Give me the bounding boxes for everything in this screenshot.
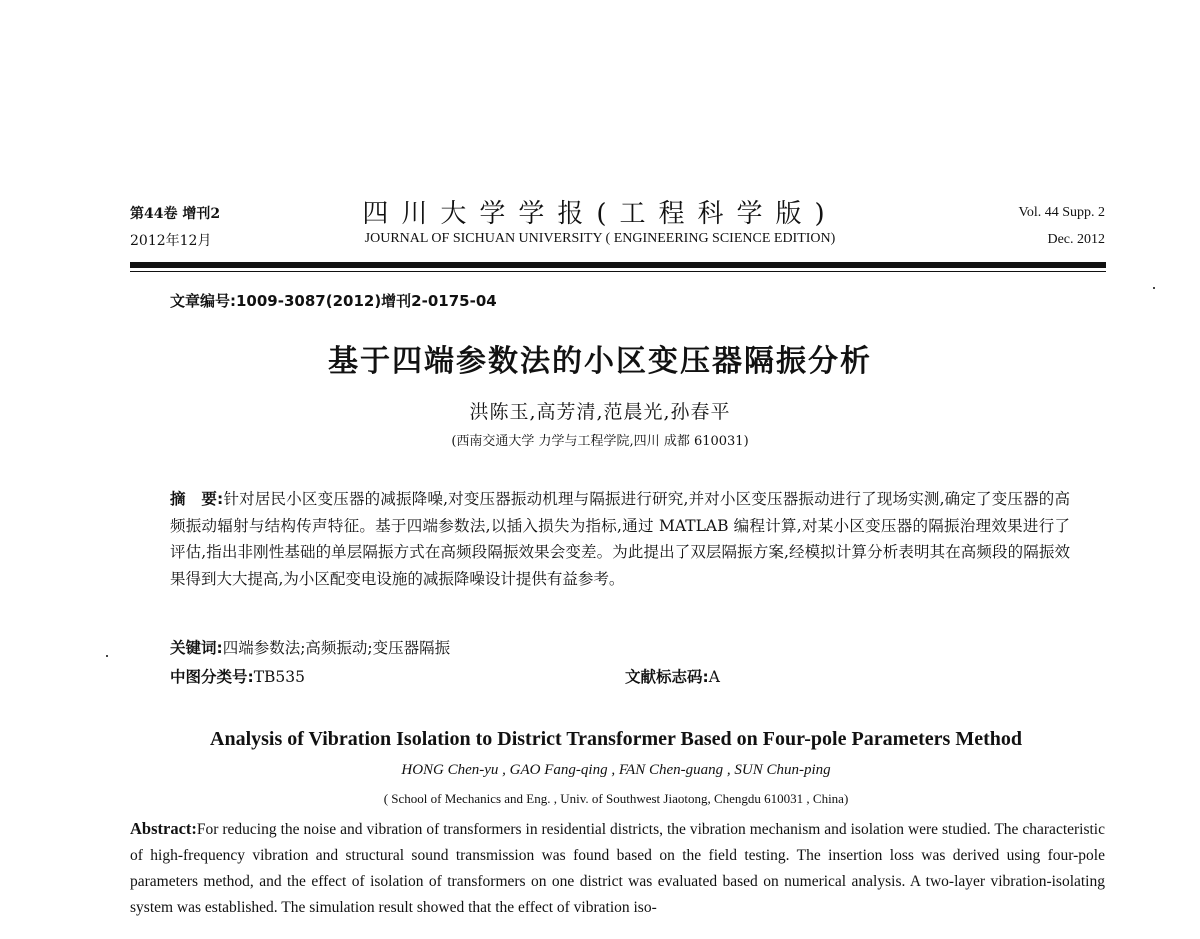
scan-speck [1153,287,1155,289]
keywords-cn-text: 四端参数法;高频振动;变压器隔振 [222,639,451,657]
keywords-cn [170,636,450,658]
header-rule-thick [130,262,1106,268]
authors-en: HONG Chen-yu , GAO Fang-qing , FAN Chen-guang , SUN Chun-ping [401,762,831,778]
abstract-en-label: Abstract: [130,819,197,838]
classification-text: TB535 [253,668,306,686]
header-date-en: Dec. 2012 [1047,232,1105,247]
abstract-en-text: For reducing the noise and vibration of transformers in residential districts, the vibration mechanism and isolation were studied. The characteristic of high-frequency vibration and structural sound transmission was found based on the field testing. The insertion loss was derived using four-pole parameters method, and the effect of isolation of transformers on one district was evaluated based on numerical analysis. A two-layer vibration-isolating system was established. The simulation result showed that the effect of vibration iso- [130,821,1105,916]
classification-label: 中图分类号: [170,668,254,686]
affiliation-cn: (西南交通大学 力学与工程学院,四川 成都 610031) [451,434,749,449]
abstract-cn-text: 针对居民小区变压器的减振降噪,对变压器振动机理与隔振进行研究,并对小区变压器振动进行了现场实测,确定了变压器的高频振动辐射与结构传声特征。基于四端参数法,以插入损失为指标,通过 MATLAB 编程计算,对某小区变压器的隔振治理效果进行了评估,指出非刚性基础的单层隔振方式在高频段隔振效果会变差。为此提出了双层隔振方案,经模拟计算分析表明其在高频段的隔振效果得到大大提高,为小区配变电设施的减振降噪设计提供有益参考。 [170,490,1070,588]
abstract-cn [170,486,1070,592]
header-rule-thin [130,271,1106,272]
article-id: 文章编号:1009-3087(2012)增刊2-0175-04 [170,292,497,310]
paper-title-cn: 基于四端参数法的小区变压器隔振分析 [328,344,872,379]
header-volume-en: Vol. 44 Supp. 2 [1018,205,1105,220]
abstract-cn-label: 摘 要: [170,490,224,508]
journal-title-cn: 四川大学学报(工程科学版) [362,199,838,229]
header-date-cn: 2012年12月 [130,233,212,249]
header-volume-cn: 第44卷 增刊2 [130,206,221,222]
journal-title-en: JOURNAL OF SICHUAN UNIVERSITY ( ENGINEERING SCIENCE EDITION) [364,231,836,246]
document-code-text: A [708,668,720,686]
document-code-label: 文献标志码: [625,668,709,686]
authors-cn: 洪陈玉,高芳清,范晨光,孙春平 [469,401,731,423]
paper-title-en: Analysis of Vibration Isolation to District Transformer Based on Four-pole Parameters Method [210,728,1022,750]
keywords-cn-label: 关键词: [170,639,223,657]
classification-number [170,665,305,687]
document-code [625,665,720,687]
affiliation-en: ( School of Mechanics and Eng. , Univ. of Southwest Jiaotong, Chengdu 610031 , China) [383,791,849,806]
abstract-en [130,816,1105,921]
scan-speck [106,655,108,657]
